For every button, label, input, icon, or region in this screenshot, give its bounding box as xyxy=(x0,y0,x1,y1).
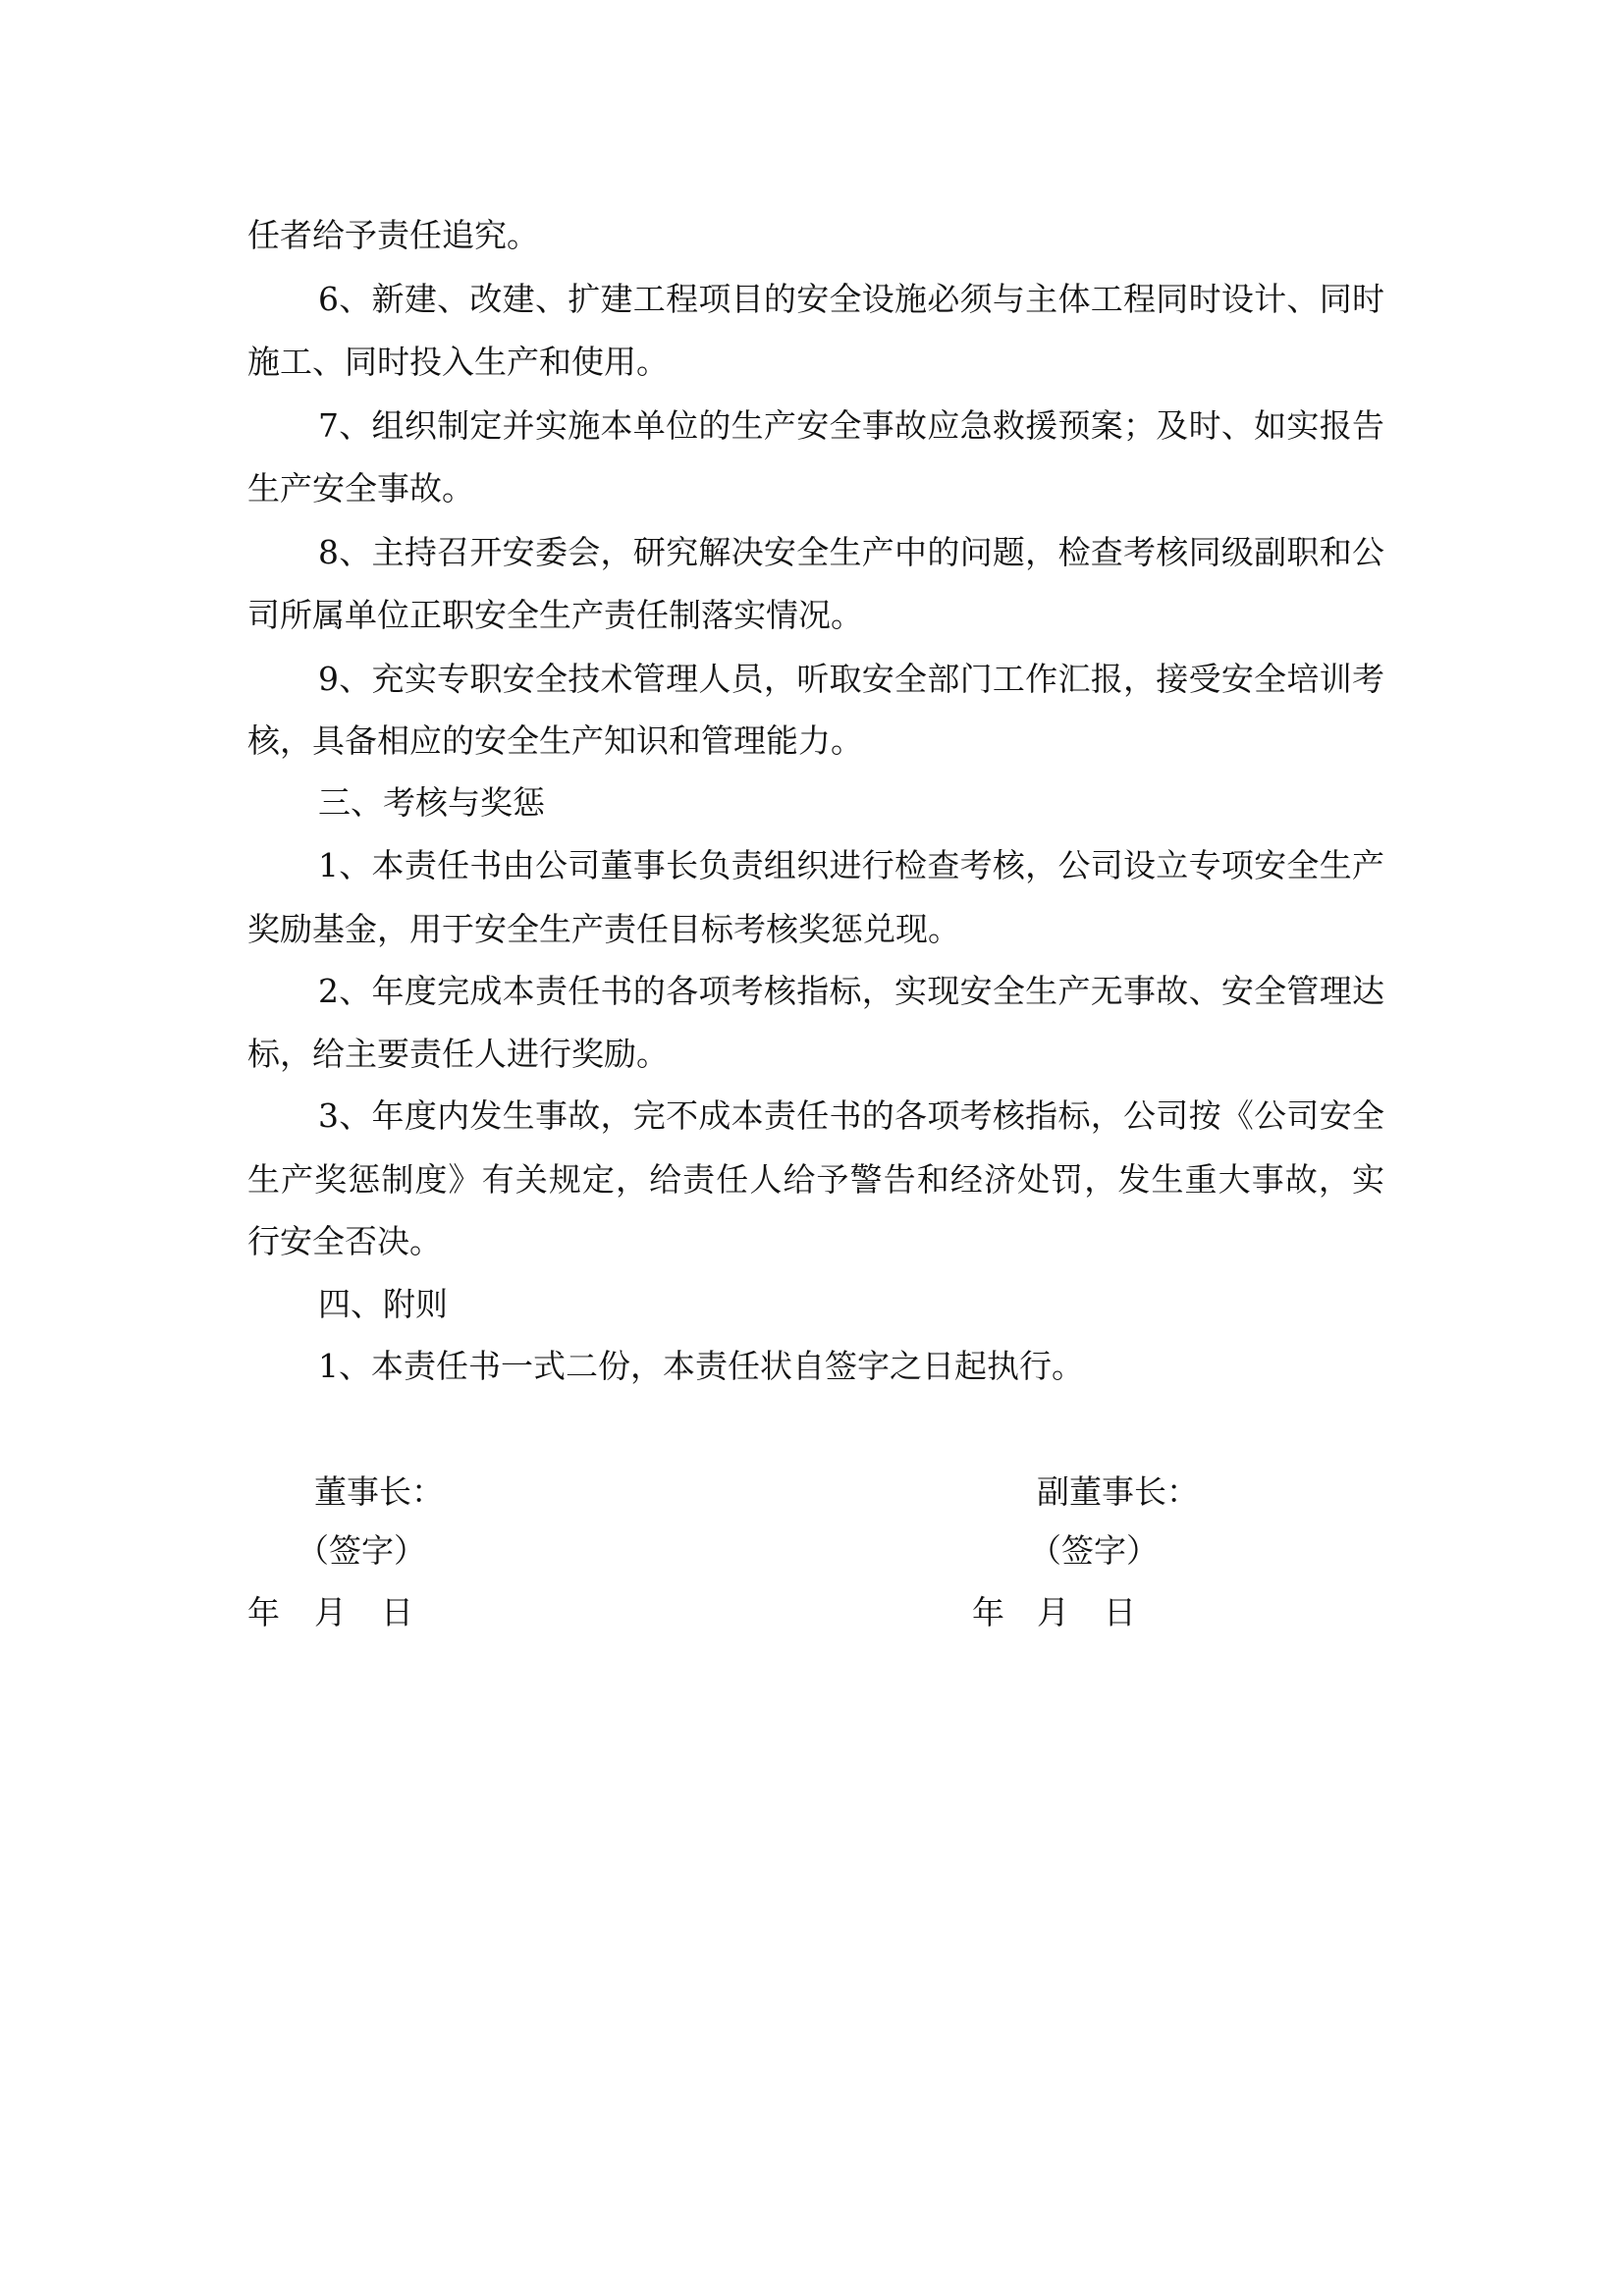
text-line: 6、新建、改建、扩建工程项目的安全设施必须与主体工程同时设计、同时 xyxy=(318,280,1384,318)
text-line: 施工、同时投入生产和使用。 xyxy=(247,343,669,381)
vice-chairman-label: 副董事长： xyxy=(1037,1472,1199,1511)
chairman-sign-label: （签字） xyxy=(297,1531,426,1570)
text-line: 1、本责任书由公司董事长负责组织进行检查考核，公司设立专项安全生产 xyxy=(318,846,1384,884)
text-line: 标，给主要责任人进行奖励。 xyxy=(247,1035,669,1073)
text-line: 行安全否决。 xyxy=(247,1222,442,1260)
text-line: 奖励基金，用于安全生产责任目标考核奖惩兑现。 xyxy=(247,910,960,948)
text-line: 任者给予责任追究。 xyxy=(247,216,539,254)
text-line: 3、年度内发生事故，完不成本责任书的各项考核指标，公司按《公司安全 xyxy=(318,1096,1384,1135)
text-line: 1、本责任书一式二份，本责任状自签字之日起执行。 xyxy=(318,1347,1084,1385)
text-line: 2、年度完成本责任书的各项考核指标，实现安全生产无事故、安全管理达 xyxy=(318,972,1384,1010)
text-line: 司所属单位正职安全生产责任制落实情况。 xyxy=(247,596,863,634)
vice-chairman-date-year: 年 xyxy=(972,1593,1004,1631)
vice-chairman-date-month: 月 xyxy=(1037,1593,1069,1631)
text-line: 核，具备相应的安全生产知识和管理能力。 xyxy=(247,721,863,760)
vice-chairman-date-day: 日 xyxy=(1104,1593,1136,1631)
chairman-date-year: 年 xyxy=(247,1593,280,1631)
text-line: 8、主持召开安委会，研究解决安全生产中的问题，检查考核同级副职和公 xyxy=(318,533,1384,571)
text-line: 三、考核与奖惩 xyxy=(318,783,545,822)
text-line: 四、附则 xyxy=(318,1285,448,1323)
text-line: 生产奖惩制度》有关规定，给责任人给予警告和经济处罚，发生重大事故，实 xyxy=(247,1160,1384,1199)
text-line: 生产安全事故。 xyxy=(247,469,474,507)
text-line: 7、组织制定并实施本单位的生产安全事故应急救援预案；及时、如实报告 xyxy=(318,406,1384,445)
chairman-label: 董事长： xyxy=(314,1472,444,1511)
chairman-date-month: 月 xyxy=(314,1593,347,1631)
vice-chairman-sign-label: （签字） xyxy=(1029,1531,1159,1570)
text-line: 9、充实专职安全技术管理人员，听取安全部门工作汇报，接受安全培训考 xyxy=(318,660,1384,698)
chairman-date-day: 日 xyxy=(381,1593,413,1631)
